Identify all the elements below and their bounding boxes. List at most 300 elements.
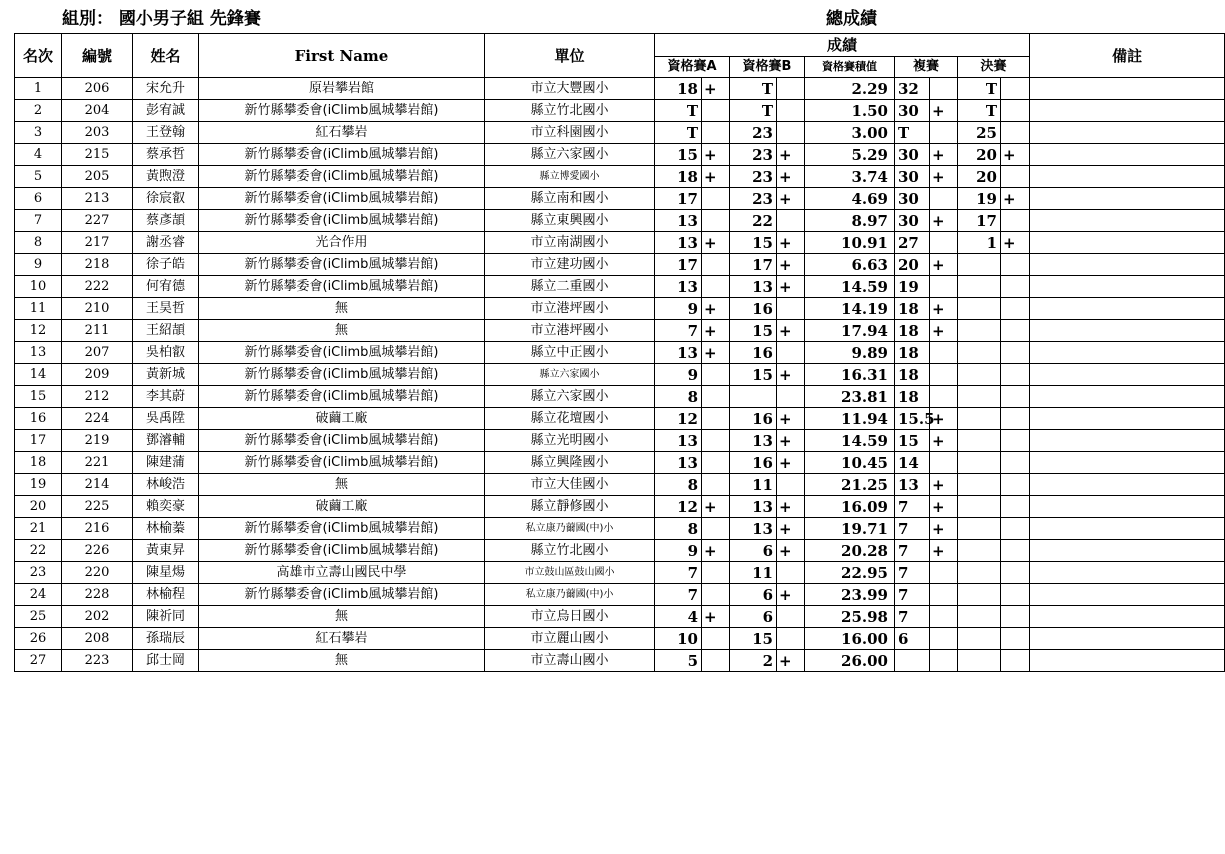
- qual-b-cell: 13: [730, 496, 777, 518]
- final-plus-cell: [1001, 364, 1030, 386]
- rank-cell: 8: [15, 232, 62, 254]
- remarks-cell: [1030, 298, 1225, 320]
- final-plus-cell: [1001, 276, 1030, 298]
- rank-cell: 23: [15, 562, 62, 584]
- first-name-cell: 破繭工廠: [199, 408, 485, 430]
- semi-cell: 13: [895, 474, 930, 496]
- unit-cell: 縣立博愛國小: [485, 166, 655, 188]
- semi-cell: 18: [895, 320, 930, 342]
- qual-a-plus-cell: +: [702, 320, 730, 342]
- qual-b-cell: 6: [730, 584, 777, 606]
- semi-plus-cell: [930, 628, 958, 650]
- first-name-cell: 無: [199, 298, 485, 320]
- qual-a-cell: 9: [655, 540, 702, 562]
- table-row: [15, 122, 1225, 144]
- qual-score-cell: 20.28: [805, 540, 895, 562]
- final-plus-cell: [1001, 254, 1030, 276]
- final-plus-cell: [1001, 474, 1030, 496]
- rank-cell: 4: [15, 144, 62, 166]
- qual-a-cell: 13: [655, 452, 702, 474]
- table-row: [15, 584, 1225, 606]
- semi-cell: 7: [895, 540, 930, 562]
- qual-score-cell: 2.29: [805, 78, 895, 100]
- name-cell: 陳建蒲: [133, 452, 199, 474]
- table-row: [15, 166, 1225, 188]
- unit-cell: 縣立靜修國小: [485, 496, 655, 518]
- qual-b-cell: 15: [730, 232, 777, 254]
- qual-b-cell: T: [730, 78, 777, 100]
- table-row: [15, 298, 1225, 320]
- qual-a-cell: 9: [655, 298, 702, 320]
- qual-score-cell: 22.95: [805, 562, 895, 584]
- number-cell: 228: [62, 584, 133, 606]
- overall-results-label: 總成績: [826, 9, 877, 29]
- qual-a-cell: 7: [655, 562, 702, 584]
- semi-plus-cell: [930, 584, 958, 606]
- number-cell: 219: [62, 430, 133, 452]
- first-name-cell: 新竹縣攀委會(iClimb風城攀岩館): [199, 518, 485, 540]
- first-name-cell: 新竹縣攀委會(iClimb風城攀岩館): [199, 254, 485, 276]
- final-cell: 17: [958, 210, 1001, 232]
- qual-b-cell: 6: [730, 606, 777, 628]
- number-cell: 214: [62, 474, 133, 496]
- remarks-cell: [1030, 562, 1225, 584]
- unit-cell: 市立壽山國小: [485, 650, 655, 672]
- qual-score-cell: 4.69: [805, 188, 895, 210]
- qual-a-cell: 13: [655, 342, 702, 364]
- number-cell: 206: [62, 78, 133, 100]
- qual-b-cell: [730, 386, 777, 408]
- table-row: [15, 320, 1225, 342]
- qual-b-cell: 15: [730, 320, 777, 342]
- semi-plus-cell: [930, 276, 958, 298]
- first-name-cell: 新竹縣攀委會(iClimb風城攀岩館): [199, 386, 485, 408]
- table-row: [15, 628, 1225, 650]
- semi-cell: 6: [895, 628, 930, 650]
- final-cell: [958, 496, 1001, 518]
- qual-a-plus-cell: +: [702, 342, 730, 364]
- qual-score-cell: 9.89: [805, 342, 895, 364]
- unit-cell: 縣立興隆國小: [485, 452, 655, 474]
- qual-a-cell: 8: [655, 518, 702, 540]
- qual-a-cell: 7: [655, 584, 702, 606]
- number-cell: 226: [62, 540, 133, 562]
- unit-cell: 市立港坪國小: [485, 320, 655, 342]
- unit-cell: 市立大佳國小: [485, 474, 655, 496]
- rank-cell: 16: [15, 408, 62, 430]
- remarks-cell: [1030, 232, 1225, 254]
- final-cell: T: [958, 78, 1001, 100]
- qual-b-cell: 16: [730, 342, 777, 364]
- number-cell: 217: [62, 232, 133, 254]
- first-name-cell: 新竹縣攀委會(iClimb風城攀岩館): [199, 144, 485, 166]
- qual-a-plus-cell: [702, 474, 730, 496]
- qual-score-cell: 1.50: [805, 100, 895, 122]
- semi-plus-cell: [930, 364, 958, 386]
- table-row: [15, 144, 1225, 166]
- name-cell: 蔡彥頡: [133, 210, 199, 232]
- remarks-cell: [1030, 540, 1225, 562]
- qual-a-plus-cell: +: [702, 496, 730, 518]
- qual-a-cell: 13: [655, 276, 702, 298]
- qual-b-cell: 11: [730, 562, 777, 584]
- qual-a-plus-cell: [702, 408, 730, 430]
- qual-score-cell: 16.09: [805, 496, 895, 518]
- qual-a-cell: 8: [655, 474, 702, 496]
- qual-b-plus-cell: +: [777, 232, 805, 254]
- number-cell: 218: [62, 254, 133, 276]
- qual-a-cell: 8: [655, 386, 702, 408]
- final-plus-cell: [1001, 166, 1030, 188]
- remarks-cell: [1030, 496, 1225, 518]
- first-name-cell: 新竹縣攀委會(iClimb風城攀岩館): [199, 540, 485, 562]
- qual-b-plus-cell: +: [777, 518, 805, 540]
- semi-cell: 7: [895, 606, 930, 628]
- name-cell: 黃東昇: [133, 540, 199, 562]
- remarks-cell: [1030, 474, 1225, 496]
- final-plus-cell: [1001, 496, 1030, 518]
- semi-cell: 18: [895, 386, 930, 408]
- semi-cell: 7: [895, 562, 930, 584]
- remarks-cell: [1030, 650, 1225, 672]
- unit-cell: 市立科園國小: [485, 122, 655, 144]
- remarks-cell: [1030, 122, 1225, 144]
- first-name-cell: 新竹縣攀委會(iClimb風城攀岩館): [199, 188, 485, 210]
- qual-b-plus-cell: +: [777, 452, 805, 474]
- table-row: [15, 232, 1225, 254]
- unit-cell: 市立麗山國小: [485, 628, 655, 650]
- qual-score-cell: 14.59: [805, 430, 895, 452]
- unit-cell: 縣立竹北國小: [485, 540, 655, 562]
- semi-plus-cell: [930, 562, 958, 584]
- first-name-cell: 新竹縣攀委會(iClimb風城攀岩館): [199, 364, 485, 386]
- rank-cell: 22: [15, 540, 62, 562]
- first-name-cell: 新竹縣攀委會(iClimb風城攀岩館): [199, 452, 485, 474]
- first-name-cell: 光合作用: [199, 232, 485, 254]
- semi-plus-cell: [930, 452, 958, 474]
- col-header-qual-a: 資格賽A: [655, 57, 730, 78]
- semi-plus-cell: [930, 386, 958, 408]
- qual-b-plus-cell: +: [777, 650, 805, 672]
- name-cell: 王昊哲: [133, 298, 199, 320]
- qual-b-plus-cell: +: [777, 188, 805, 210]
- qual-score-cell: 5.29: [805, 144, 895, 166]
- number-cell: 207: [62, 342, 133, 364]
- qual-a-cell: T: [655, 100, 702, 122]
- col-header-unit: 單位: [485, 34, 655, 78]
- qual-b-plus-cell: +: [777, 540, 805, 562]
- table-row: [15, 496, 1225, 518]
- qual-b-cell: 15: [730, 364, 777, 386]
- rank-cell: 25: [15, 606, 62, 628]
- final-cell: [958, 430, 1001, 452]
- qual-a-plus-cell: [702, 122, 730, 144]
- table-row: [15, 254, 1225, 276]
- rank-cell: 12: [15, 320, 62, 342]
- qual-a-cell: 18: [655, 166, 702, 188]
- final-plus-cell: [1001, 386, 1030, 408]
- semi-cell: [895, 650, 930, 672]
- number-cell: 220: [62, 562, 133, 584]
- qual-a-plus-cell: [702, 430, 730, 452]
- first-name-cell: 無: [199, 606, 485, 628]
- unit-cell: 縣立中正國小: [485, 342, 655, 364]
- rank-cell: 7: [15, 210, 62, 232]
- remarks-cell: [1030, 188, 1225, 210]
- first-name-cell: 新竹縣攀委會(iClimb風城攀岩館): [199, 210, 485, 232]
- qual-score-cell: 10.91: [805, 232, 895, 254]
- col-header-semi: 複賽: [895, 57, 958, 78]
- qual-b-cell: 16: [730, 298, 777, 320]
- qual-score-cell: 26.00: [805, 650, 895, 672]
- number-cell: 212: [62, 386, 133, 408]
- qual-b-cell: 15: [730, 628, 777, 650]
- remarks-cell: [1030, 166, 1225, 188]
- final-cell: [958, 342, 1001, 364]
- col-header-rank: 名次: [15, 34, 62, 78]
- qual-a-cell: 5: [655, 650, 702, 672]
- remarks-cell: [1030, 276, 1225, 298]
- qual-score-cell: 17.94: [805, 320, 895, 342]
- rank-cell: 24: [15, 584, 62, 606]
- semi-plus-cell: [930, 188, 958, 210]
- final-cell: [958, 254, 1001, 276]
- semi-plus-cell: [930, 650, 958, 672]
- qual-a-plus-cell: +: [702, 78, 730, 100]
- qual-a-cell: 15: [655, 144, 702, 166]
- first-name-cell: 新竹縣攀委會(iClimb風城攀岩館): [199, 584, 485, 606]
- rank-cell: 3: [15, 122, 62, 144]
- unit-cell: 市立烏日國小: [485, 606, 655, 628]
- remarks-cell: [1030, 320, 1225, 342]
- name-cell: 林榆蓁: [133, 518, 199, 540]
- final-cell: [958, 584, 1001, 606]
- unit-cell: 縣立光明國小: [485, 430, 655, 452]
- qual-a-cell: 17: [655, 254, 702, 276]
- qual-b-plus-cell: +: [777, 144, 805, 166]
- number-cell: 202: [62, 606, 133, 628]
- rank-cell: 18: [15, 452, 62, 474]
- number-cell: 203: [62, 122, 133, 144]
- final-plus-cell: [1001, 408, 1030, 430]
- qual-score-cell: 10.45: [805, 452, 895, 474]
- unit-cell: 市立南湖國小: [485, 232, 655, 254]
- final-plus-cell: [1001, 78, 1030, 100]
- final-plus-cell: +: [1001, 188, 1030, 210]
- qual-b-plus-cell: +: [777, 364, 805, 386]
- final-cell: [958, 474, 1001, 496]
- semi-cell: 30: [895, 100, 930, 122]
- semi-cell: 27: [895, 232, 930, 254]
- rank-cell: 17: [15, 430, 62, 452]
- final-plus-cell: +: [1001, 232, 1030, 254]
- final-cell: 20: [958, 166, 1001, 188]
- rank-cell: 20: [15, 496, 62, 518]
- final-plus-cell: [1001, 650, 1030, 672]
- table-row: [15, 408, 1225, 430]
- table-row: [15, 188, 1225, 210]
- name-cell: 鄧濬輔: [133, 430, 199, 452]
- final-plus-cell: [1001, 606, 1030, 628]
- name-cell: 邱士岡: [133, 650, 199, 672]
- qual-score-cell: 3.74: [805, 166, 895, 188]
- rank-cell: 26: [15, 628, 62, 650]
- qual-a-cell: 12: [655, 408, 702, 430]
- number-cell: 213: [62, 188, 133, 210]
- qual-a-cell: 17: [655, 188, 702, 210]
- final-plus-cell: [1001, 210, 1030, 232]
- qual-a-cell: 13: [655, 210, 702, 232]
- remarks-cell: [1030, 584, 1225, 606]
- table-row: [15, 606, 1225, 628]
- semi-cell: 18: [895, 298, 930, 320]
- semi-cell: 30: [895, 188, 930, 210]
- semi-plus-cell: [930, 232, 958, 254]
- name-cell: 何宥德: [133, 276, 199, 298]
- number-cell: 215: [62, 144, 133, 166]
- table-row: [15, 562, 1225, 584]
- table-row: [15, 452, 1225, 474]
- name-cell: 吳柏叡: [133, 342, 199, 364]
- semi-cell: 7: [895, 584, 930, 606]
- final-cell: T: [958, 100, 1001, 122]
- qual-b-cell: 22: [730, 210, 777, 232]
- qual-b-plus-cell: +: [777, 496, 805, 518]
- number-cell: 210: [62, 298, 133, 320]
- qual-a-cell: 9: [655, 364, 702, 386]
- qual-b-cell: 16: [730, 408, 777, 430]
- qual-b-plus-cell: [777, 606, 805, 628]
- remarks-cell: [1030, 342, 1225, 364]
- name-cell: 孫瑞辰: [133, 628, 199, 650]
- number-cell: 204: [62, 100, 133, 122]
- qual-a-plus-cell: [702, 584, 730, 606]
- qual-b-plus-cell: +: [777, 320, 805, 342]
- qual-score-cell: 8.97: [805, 210, 895, 232]
- number-cell: 222: [62, 276, 133, 298]
- semi-plus-cell: +: [930, 210, 958, 232]
- final-plus-cell: +: [1001, 144, 1030, 166]
- col-header-qual-b: 資格賽B: [730, 57, 805, 78]
- semi-plus-cell: +: [930, 166, 958, 188]
- first-name-cell: 高雄市立壽山國民中學: [199, 562, 485, 584]
- col-header-qual-score: 資格賽積值: [805, 57, 895, 78]
- qual-score-cell: 23.99: [805, 584, 895, 606]
- final-cell: [958, 518, 1001, 540]
- qual-b-cell: 13: [730, 276, 777, 298]
- table-row: [15, 364, 1225, 386]
- semi-plus-cell: +: [930, 144, 958, 166]
- remarks-cell: [1030, 100, 1225, 122]
- qual-b-plus-cell: [777, 210, 805, 232]
- final-cell: [958, 408, 1001, 430]
- first-name-cell: 破繭工廠: [199, 496, 485, 518]
- semi-cell: T: [895, 122, 930, 144]
- final-cell: [958, 320, 1001, 342]
- unit-cell: 私立康乃薾國(中)小: [485, 584, 655, 606]
- final-plus-cell: [1001, 342, 1030, 364]
- first-name-cell: 無: [199, 650, 485, 672]
- qual-b-plus-cell: [777, 122, 805, 144]
- qual-score-cell: 16.00: [805, 628, 895, 650]
- qual-b-plus-cell: +: [777, 584, 805, 606]
- final-plus-cell: [1001, 540, 1030, 562]
- qual-b-cell: 13: [730, 430, 777, 452]
- col-header-remarks: 備註: [1030, 34, 1225, 78]
- rank-cell: 21: [15, 518, 62, 540]
- number-cell: 225: [62, 496, 133, 518]
- qual-a-plus-cell: [702, 452, 730, 474]
- col-header-name: 姓名: [133, 34, 199, 78]
- unit-cell: 縣立二重國小: [485, 276, 655, 298]
- final-plus-cell: [1001, 518, 1030, 540]
- final-cell: [958, 650, 1001, 672]
- rank-cell: 14: [15, 364, 62, 386]
- col-header-final: 決賽: [958, 57, 1030, 78]
- qual-a-plus-cell: +: [702, 606, 730, 628]
- table-row: [15, 210, 1225, 232]
- final-cell: [958, 386, 1001, 408]
- unit-cell: 縣立六家國小: [485, 386, 655, 408]
- remarks-cell: [1030, 628, 1225, 650]
- final-cell: 19: [958, 188, 1001, 210]
- name-cell: 李其蔚: [133, 386, 199, 408]
- qual-b-cell: 6: [730, 540, 777, 562]
- qual-a-plus-cell: [702, 562, 730, 584]
- first-name-cell: 新竹縣攀委會(iClimb風城攀岩館): [199, 342, 485, 364]
- remarks-cell: [1030, 518, 1225, 540]
- number-cell: 209: [62, 364, 133, 386]
- table-row: [15, 474, 1225, 496]
- qual-b-plus-cell: [777, 100, 805, 122]
- first-name-cell: 無: [199, 474, 485, 496]
- final-cell: [958, 276, 1001, 298]
- number-cell: 216: [62, 518, 133, 540]
- semi-cell: 14: [895, 452, 930, 474]
- rank-cell: 11: [15, 298, 62, 320]
- final-cell: 1: [958, 232, 1001, 254]
- name-cell: 宋允升: [133, 78, 199, 100]
- qual-score-cell: 23.81: [805, 386, 895, 408]
- qual-b-plus-cell: [777, 342, 805, 364]
- qual-score-cell: 6.63: [805, 254, 895, 276]
- qual-b-plus-cell: [777, 78, 805, 100]
- col-header-number: 編號: [62, 34, 133, 78]
- qual-a-cell: 4: [655, 606, 702, 628]
- semi-cell: 30: [895, 144, 930, 166]
- number-cell: 223: [62, 650, 133, 672]
- remarks-cell: [1030, 430, 1225, 452]
- final-cell: [958, 364, 1001, 386]
- qual-b-cell: 17: [730, 254, 777, 276]
- qual-score-cell: 25.98: [805, 606, 895, 628]
- final-cell: [958, 298, 1001, 320]
- qual-a-plus-cell: [702, 650, 730, 672]
- number-cell: 221: [62, 452, 133, 474]
- final-plus-cell: [1001, 452, 1030, 474]
- semi-cell: 32: [895, 78, 930, 100]
- semi-cell: 18: [895, 364, 930, 386]
- remarks-cell: [1030, 606, 1225, 628]
- number-cell: 211: [62, 320, 133, 342]
- qual-b-cell: 11: [730, 474, 777, 496]
- final-plus-cell: [1001, 320, 1030, 342]
- qual-a-plus-cell: [702, 188, 730, 210]
- unit-cell: 市立鼓山區鼓山國小: [485, 562, 655, 584]
- unit-cell: 縣立竹北國小: [485, 100, 655, 122]
- qual-a-plus-cell: [702, 628, 730, 650]
- qual-a-plus-cell: [702, 254, 730, 276]
